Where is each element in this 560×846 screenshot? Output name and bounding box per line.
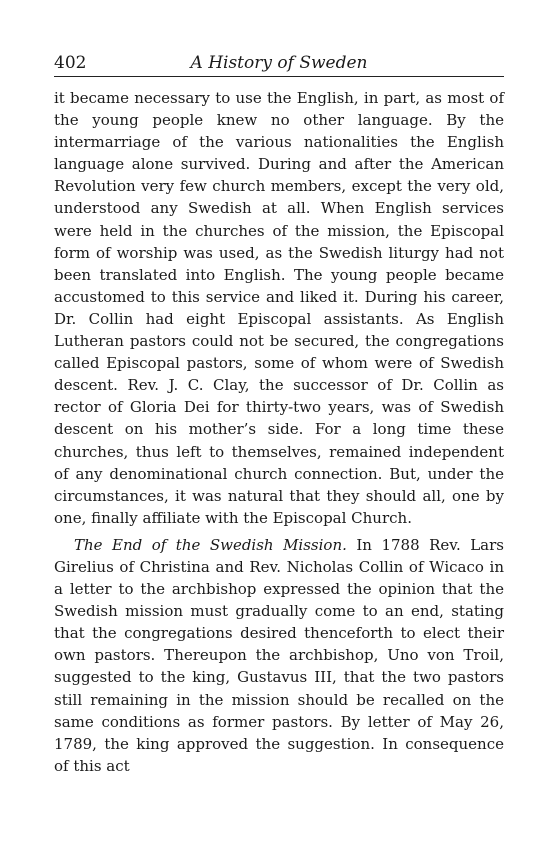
- paragraph-continued: it became necessary to use the English, in part, as most of the young people knew no other language. By the intermarriage of the various nationalities the English language alone survived. During and after the American Revolution very few church members, except the very old, understood any Swedish at all. When English services were held in the churches of the mission, the Episcopal form of worship was used, as the Swedish liturgy had not been translated into English. The young people became accustomed to this service and liked it. During his career, Dr. Collin had eight Episcopal assistants. As English Lutheran pastors could not be secured, the congregations called Episcopal pastors, some of whom were of Swedish descent. Rev. J. C. Clay, the successor of Dr. Collin as rector of Gloria Dei for thirty-two years, was of Swedish descent on his mother’s side. For a long time these churches, thus left to themselves, remained independent of any denominational church connection. But, under the circumstances, it was natural that they should all, one by one, finally affiliate with the Episcopal Church.: [54, 89, 504, 527]
- body-text: [54, 87, 504, 777]
- running-head: [54, 52, 504, 77]
- page-number: 402: [54, 53, 87, 73]
- paragraph-text: In 1788 Rev. Lars Girelius of Christina and Rev. Nicholas Collin of Wicaco in a letter to the archbishop expressed the opinion that the Swedish mission must gradually come to an end, stating that the congregations desired thenceforth to elect their own pastors. Thereupon the archbishop, Uno von Troil, suggested to the king, Gustavus III, that the two pastors still remaining in the mission should be recalled on the same conditions as former pastors. By letter of May 26, 1789, the king approved the suggestion. In consequence of this act: [54, 535, 504, 775]
- paragraph-end-of-mission: [54, 534, 504, 777]
- book-title: A History of Sweden: [190, 53, 368, 73]
- book-page: [54, 52, 504, 777]
- section-heading: The End of the Swedish Mission.: [74, 535, 347, 554]
